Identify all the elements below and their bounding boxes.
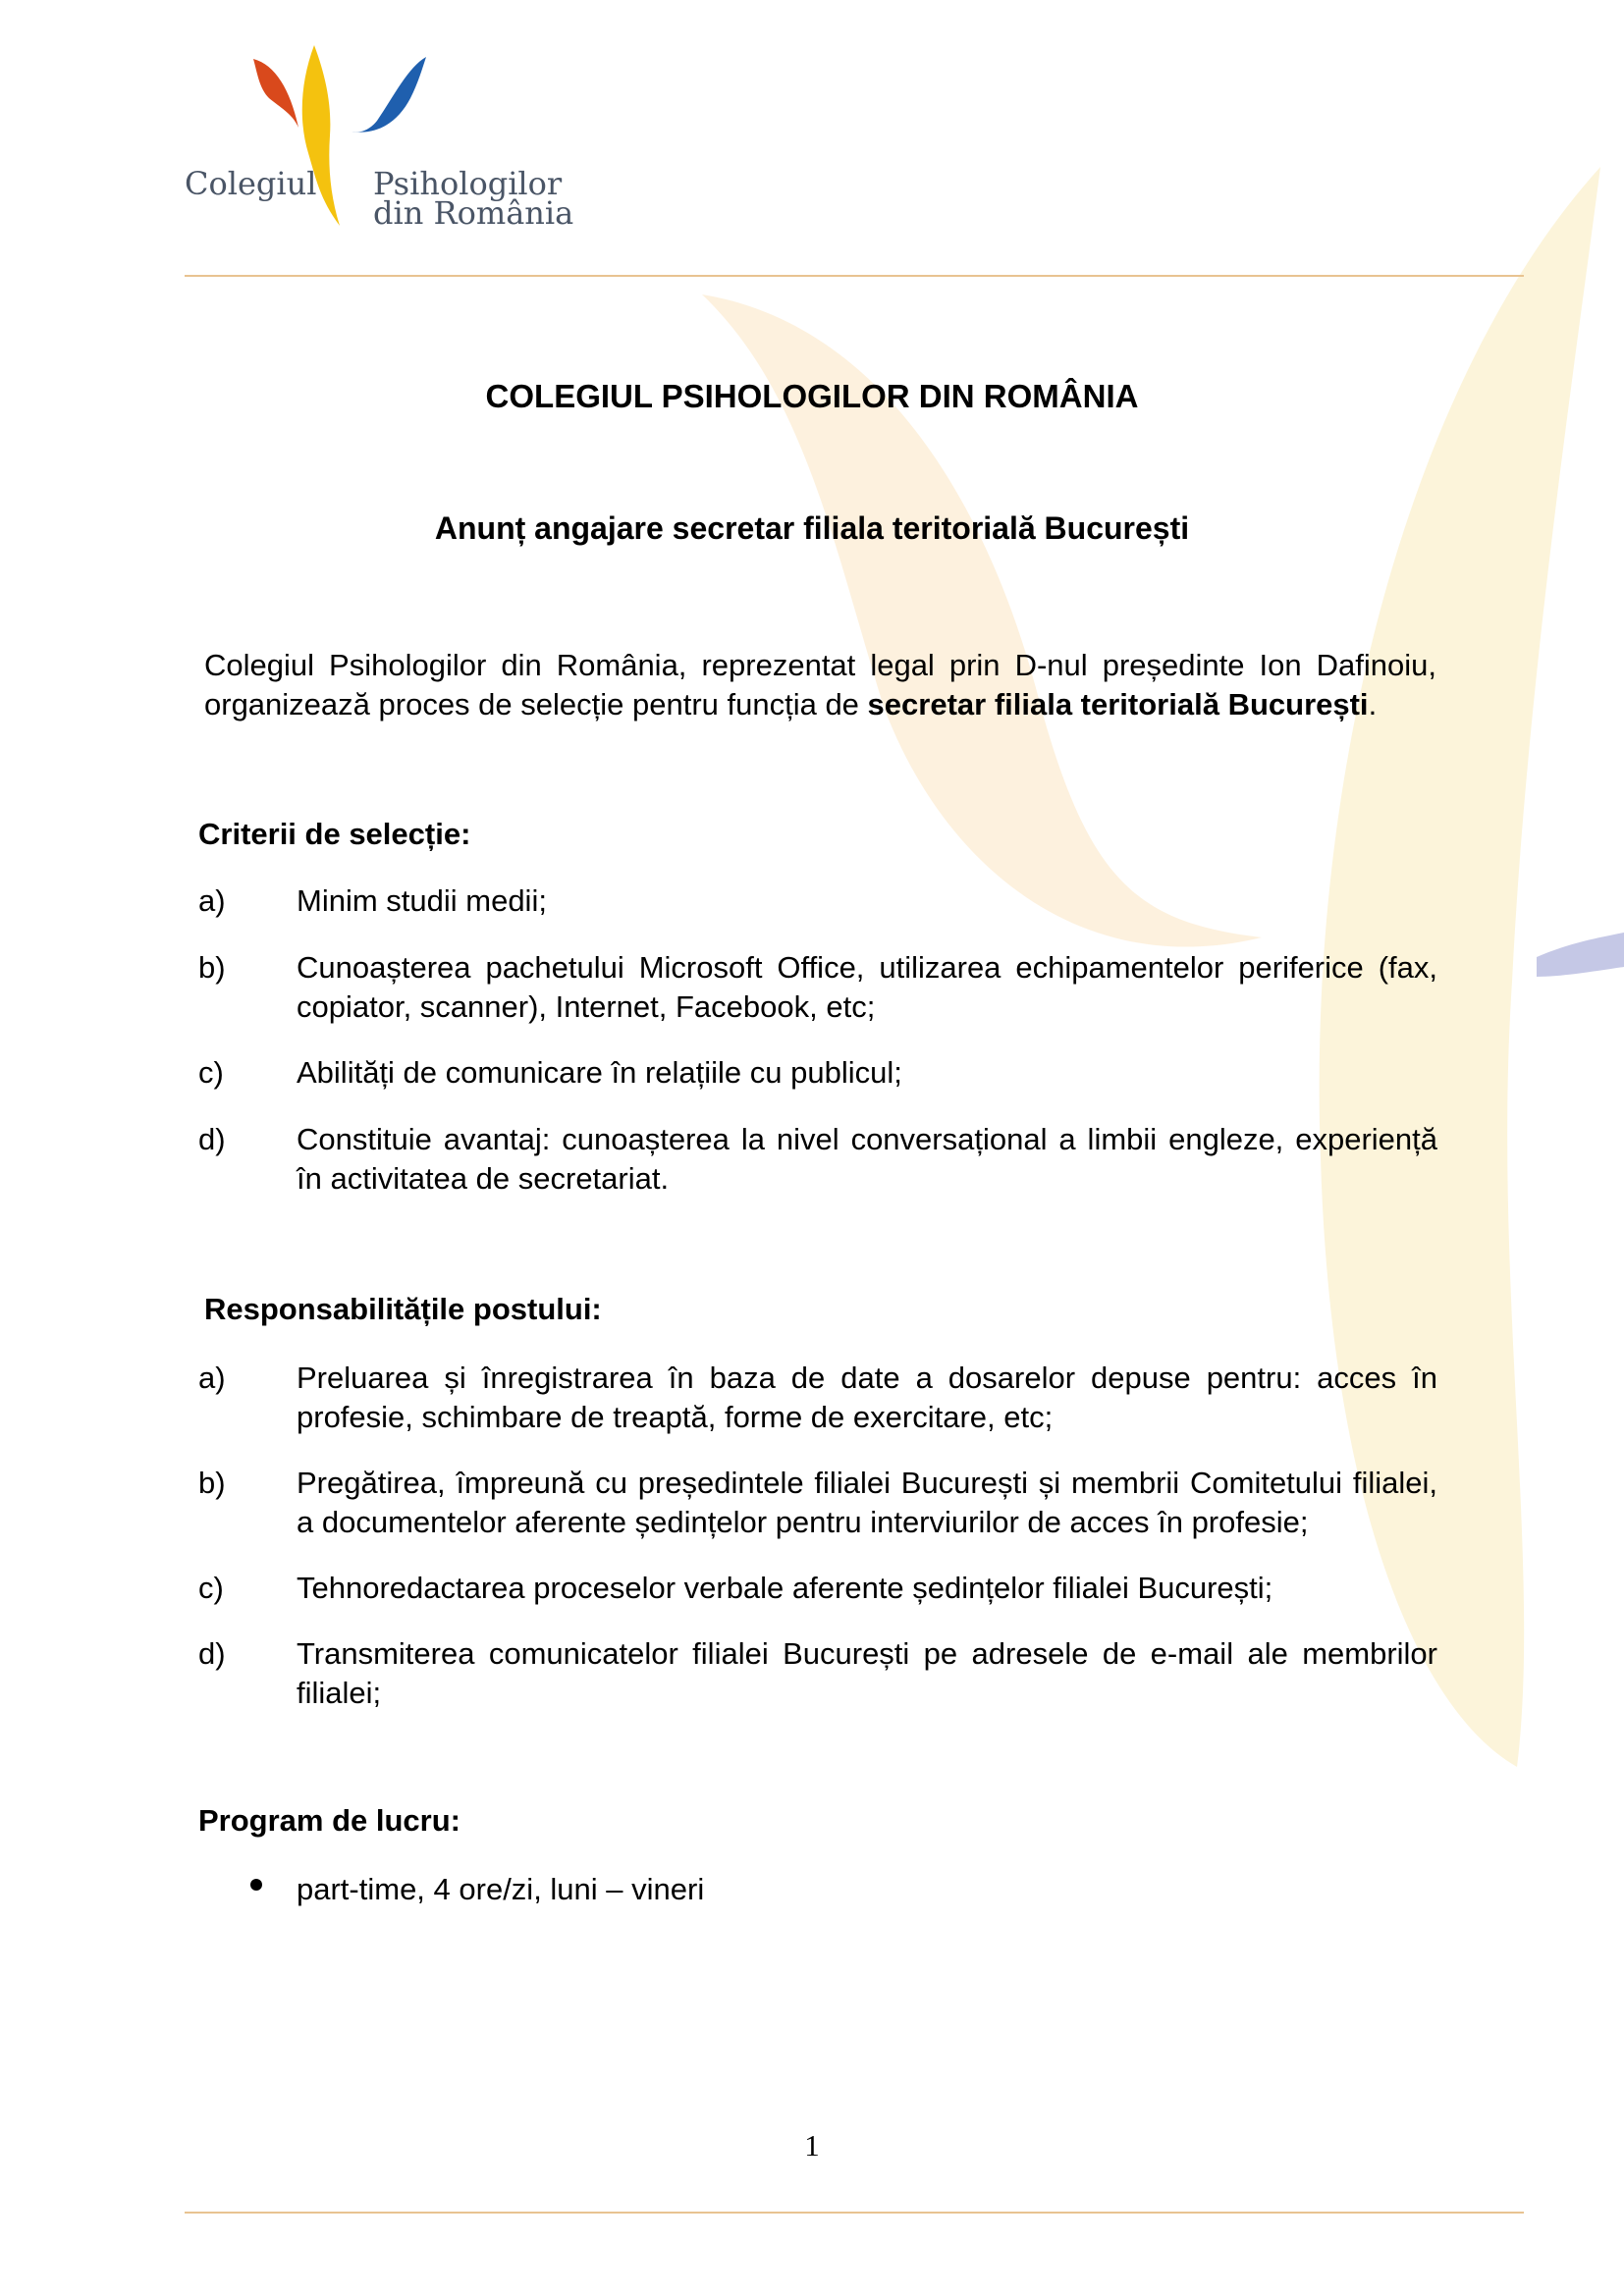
item-letter: d) [198,1636,226,1671]
item-letter: c) [198,1055,224,1090]
document-subtitle: Anunț angajare secretar filiala teritorială București [434,510,1190,546]
intro-bold-position: secretar filiala teritorială București [867,687,1369,721]
responsibilities-heading: Responsabilitățile postului: [204,1292,602,1326]
item-letter: a) [198,1361,226,1395]
item-text: Abilități de comunicare în relațiile cu publicul; [297,1055,902,1090]
logo-text-right-line1: Psihologilor [373,165,563,202]
intro-paragraph [204,646,1436,724]
schedule-heading: Program de lucru: [198,1803,460,1838]
item-letter: d) [198,1122,226,1156]
logo-text-left: Colegiul [185,165,317,202]
item-letter: a) [198,883,226,918]
item-letter: b) [198,1466,226,1500]
item-text: Preluarea și înregistrarea în baza de date a dosarelor depuse pentru: acces în profesie, schimbare de treaptă, forme de exercitare, etc; [297,1361,1437,1434]
intro-end: . [1368,687,1378,721]
item-letter: b) [198,950,226,985]
bullet-icon [247,1870,267,1890]
item-letter: c) [198,1571,224,1605]
logo-text-right-line2: din România [373,194,574,232]
page-number: 1 [804,2128,820,2163]
logo [183,37,575,234]
item-text: Constituie avantaj: cunoașterea la nivel conversațional a limbii engleze, experiență în activitatea de secretariat. [297,1122,1437,1196]
document-title: COLEGIUL PSIHOLOGILOR DIN ROMÂNIA [485,378,1139,414]
item-text: Cunoașterea pachetului Microsoft Office, utilizarea echipamentelor periferice (fax, copiator, scanner), Internet, Facebook, etc; [297,950,1437,1024]
item-text: Minim studii medii; [297,883,547,918]
item-text: Pregătirea, împreună cu președintele filialei București și membrii Comitetului filialei, a documentelor aferente ședințelor pentru interviurilor de acces în profesie; [297,1466,1437,1539]
item-text: Tehnoredactarea proceselor verbale aferente ședințelor filialei București; [297,1571,1273,1605]
intro-text: Colegiul Psihologilor din România, reprezentat legal prin D-nul președinte Ion Dafinoiu, organizează proces de selecție pentru funcția de [204,648,1436,721]
footer-divider [185,2212,1524,2214]
item-text: Transmiterea comunicatelor filialei București pe adresele de e-mail ale membrilor filialei; [297,1636,1437,1710]
criteria-heading: Criterii de selecție: [198,817,471,851]
schedule-bullet-text: part-time, 4 ore/zi, luni – vineri [297,1872,705,1906]
header-divider [185,275,1524,277]
